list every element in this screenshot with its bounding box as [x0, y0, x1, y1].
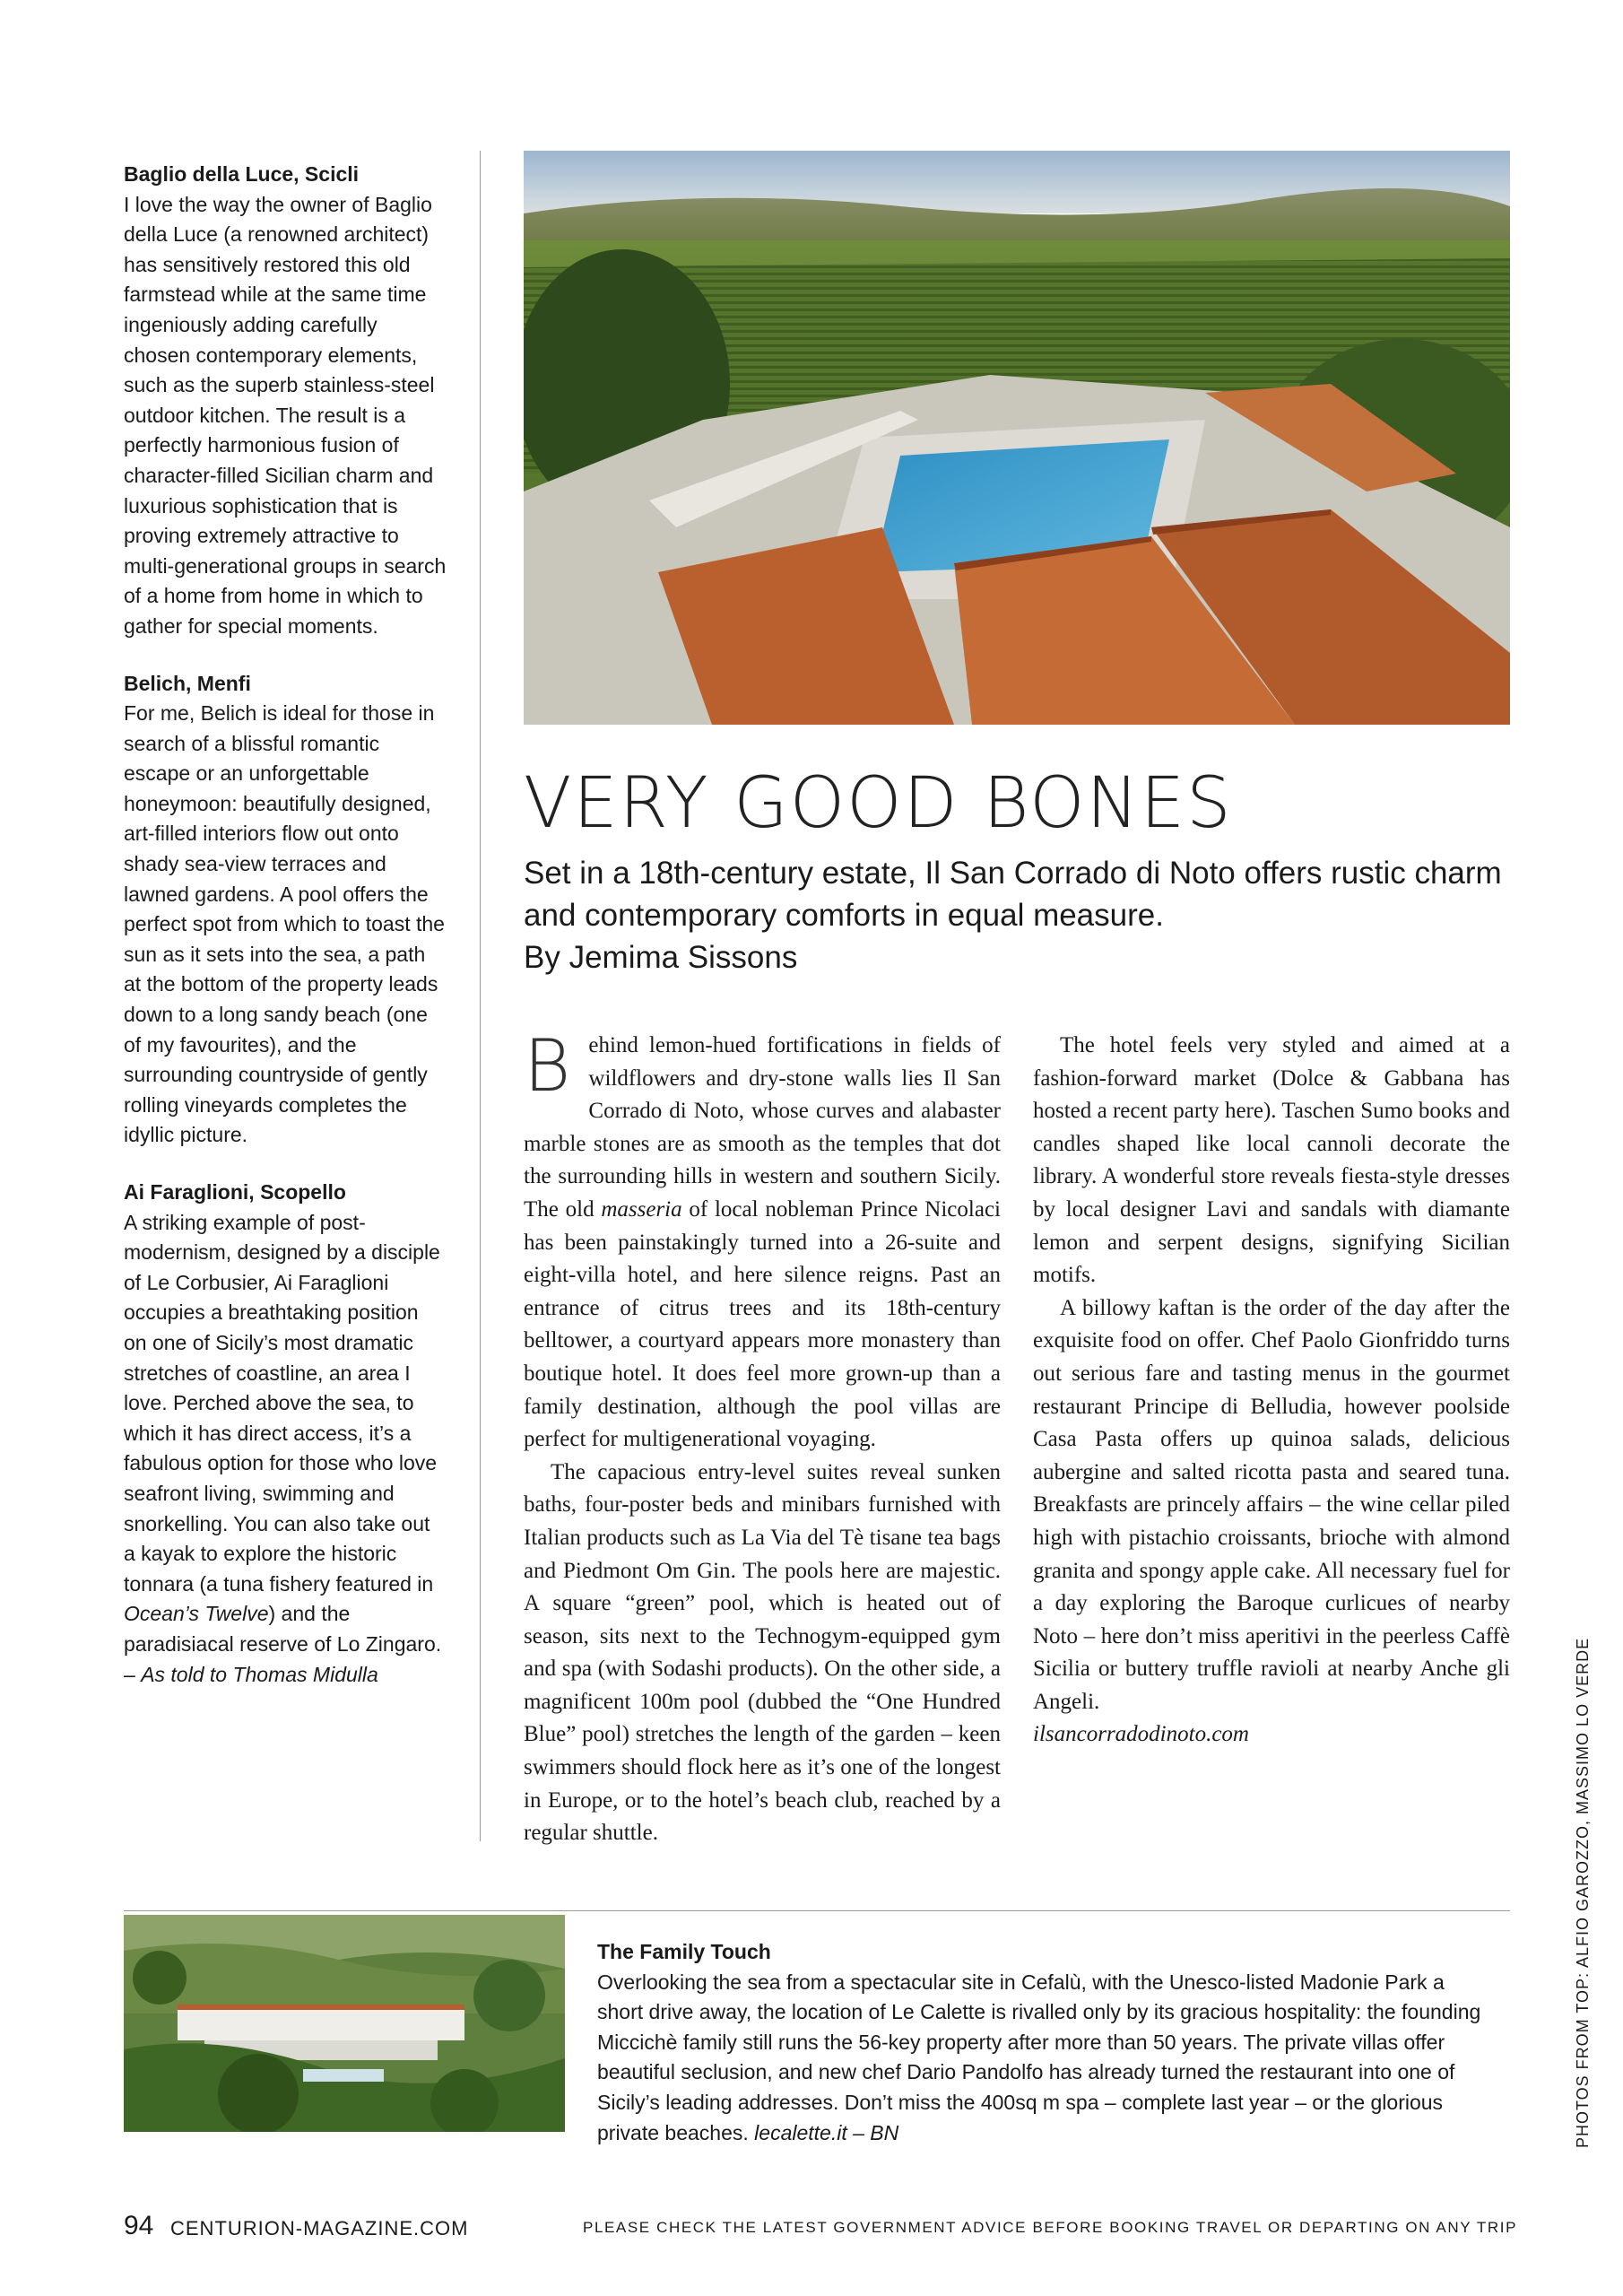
drop-cap: B	[524, 1024, 571, 1108]
body-paragraph	[524, 1024, 1001, 1457]
byline: By Jemima Sissons	[524, 940, 798, 975]
family-box-text	[597, 1968, 1494, 2149]
text-segment: A striking example of post-modernism, designed by a disciple of Le Corbusier, Ai Faraglioni occupies a breathtaking position on one of Sicily’s most dramatic stretches of coastline, an area I love. Perched above the sea, to which it has direct access, it’s a fabulous option for those who love seafront living, swimming and snorkelling. You can also take out a kayak to explore the historic tonnara (a tuna fishery featured in	[124, 1210, 440, 1596]
body-column-left	[524, 1024, 1001, 1850]
text-segment: of local nobleman Prince Nicolaci has been painstakingly turned into a 26-suite and eight-villa hotel, and here silence reigns. Past an entrance of citrus trees and its 18th-century belltower, a courtyard appears more monastery than boutique hotel. It does feel more grown-up than a family destination, although the pool villas are perfect for multigenerational voyaging.	[524, 1196, 1001, 1452]
italic-term: masseria	[601, 1196, 682, 1222]
sidebar-recommendations	[124, 160, 447, 1717]
travel-advice: PLEASE CHECK THE LATEST GOVERNMENT ADVICE BEFORE BOOKING TRAVEL OR DEPARTING ON ANY TRIP	[583, 2219, 1518, 2236]
sidebar-entry-title: Baglio della Luce, Scicli	[124, 162, 360, 186]
body-paragraph: A billowy kaftan is the order of the day after the exquisite food on offer. Chef Paolo Gionfriddo turns out serious fare and tasting menus in the gourmet restaurant Principe di Belludia, however poolside Casa Pasta offers up quinoa salads, delicious aubergine and salted ricotta pasta and seared tuna. Breakfasts are princely affairs – the wine cellar piled high with pistachio croissants, brioche with almond granita and spongy apple cake. All necessary fuel for a day exploring the Baroque curlicues of nearby Noto – here don’t miss aperitivi in the peerless Caffè Sicilia or buttery truffle ravioli at nearby Anche gli Angeli.	[1033, 1295, 1510, 1714]
film-title: Ocean’s Twelve	[124, 1602, 269, 1626]
sidebar-entry-baglio	[124, 160, 447, 642]
sidebar-entry-belich	[124, 669, 447, 1152]
text-segment: ) and the paradisiacal reserve of Lo Zingaro. –	[124, 1602, 442, 1686]
hotel-url[interactable]: ilsancorradodinoto.com	[1033, 1722, 1249, 1747]
family-touch-box	[597, 1937, 1494, 2148]
photo-le-calette	[124, 1915, 565, 2132]
sidebar-entry-title: Belich, Menfi	[124, 671, 251, 695]
site-name: CENTURION-MAGAZINE.COM	[170, 2217, 469, 2239]
body-paragraph: The capacious entry-level suites reveal sunken baths, four-poster beds and minibars furnished with Italian products such as La Via del Tè tisane tea bags and Piedmont Om Gin. The pools here are majestic. A square “green” pool, which is heated out of season, sits next to the Technogym-equipped gym and spa (with Sodashi products). On the other side, a magnificent 100m pool (dubbed the “One Hundred Blue” pool) stretches the length of the garden – keen swimmers should flock here as it’s one of the longest in Europe, or to the hotel’s beach club, reached by a regular shuttle.	[524, 1459, 1001, 1846]
hero-photo-hotel-aerial	[524, 151, 1510, 725]
section-divider	[124, 1910, 1510, 1911]
photo-credit: PHOTOS FROM TOP: ALFIO GAROZZO, MASSIMO LO VERDE	[1574, 1637, 1592, 2148]
sidebar-entry-text: For me, Belich is ideal for those in search of a blissful romantic escape or an unforgettable honeymoon: beautifully designed, art-filled interiors flow out onto shady sea-view terraces and lawned gardens. A pool offers the perfect spot from which to toast the sun as it sets into the sea, a path at the bottom of the property leads down to a long sandy beach (one of my favourites), and the surrounding countryside of gently rolling vineyards completes the idyllic picture.	[124, 701, 445, 1147]
text-segment: ehind lemon-hued fortifications in fields of wildflowers and dry-stone walls lies Il San Corrado di Noto, whose curves and alabaster marble stones are as smooth as the temples that dot the surrounding hills in western and southern Sicily. The old	[524, 1033, 1001, 1222]
body-paragraph: The hotel feels very styled and aimed at a fashion-forward market (Dolce & Gabbana has hosted a recent party here). Taschen Sumo books and candles shaped like local cannoli decorate the library. A wonderful store reveals fiesta-style dresses by local designer Lavi and sandals with diamante lemon and serpent designs, signifying Sicilian motifs.	[1033, 1033, 1510, 1288]
sidebar-entry-faraglioni	[124, 1178, 447, 1690]
body-column-right	[1033, 1030, 1510, 1850]
author-initials: – BN	[846, 2120, 899, 2144]
column-divider	[480, 151, 481, 1841]
standfirst-text: Set in a 18th-century estate, Il San Corrado di Noto offers rustic charm and contemporary comforts in equal measure.	[524, 856, 1502, 933]
text-segment: Overlooking the sea from a spectacular site in Cefalù, with the Unesco-listed Madonie Park a short drive away, the location of Le Calette is rivalled only by its gracious hospitality: the founding Miccichè family still runs the 56-key property after more than 50 years. The private villas offer beautiful seclusion, and new chef Dario Pandolfo has already turned the restaurant into one of Sicily’s leading addresses. Don’t miss the 400sq m spa – complete last year – or the glorious private beaches.	[597, 1970, 1481, 2144]
family-url[interactable]: lecalette.it	[754, 2120, 847, 2144]
article-body	[524, 1024, 1510, 1850]
sidebar-entry-title: Ai Faraglioni, Scopello	[124, 1180, 346, 1204]
page-number: 94	[124, 2211, 154, 2240]
family-box-title: The Family Touch	[597, 1940, 771, 1963]
author-credit: As told to Thomas Midulla	[141, 1662, 378, 1686]
article-standfirst	[524, 852, 1510, 978]
article-headline: VERY GOOD BONES	[524, 763, 1233, 844]
sidebar-entry-text	[124, 1208, 447, 1691]
sidebar-entry-text: I love the way the owner of Baglio della Luce (a renowned architect) has sensitively restored this old farmstead while at the same time ingeniously adding carefully chosen contemporary elements, such as the superb stainless-steel outdoor kitchen. The result is a perfectly harmonious fusion of character-filled Sicilian charm and luxurious sophistication that is proving extremely attractive to multi-generational groups in search of a home from home in which to gather for special moments.	[124, 192, 447, 638]
